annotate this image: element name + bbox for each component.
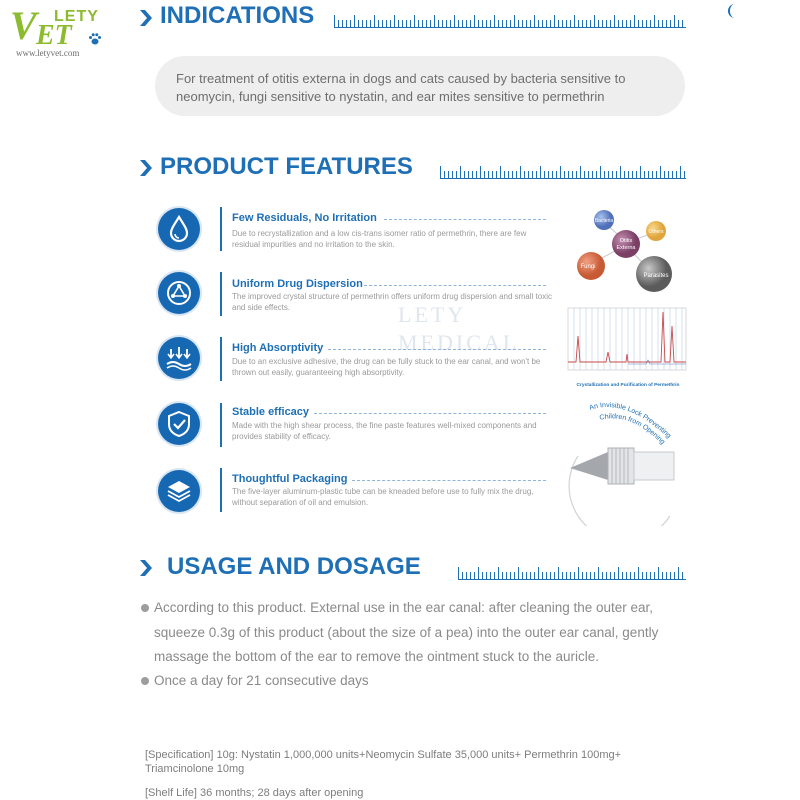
feature-description: The five-layer aluminum-plastic tube can be kneaded before use to fully mix the drug, without separation of oil and emulsion. <box>232 487 534 507</box>
title-ruler <box>458 566 686 580</box>
specification-line-1: [Specification] 10g: Nystatin 1,000,000 units+Neomycin Sulfate 35,000 units+ Permethrin 100mg+ <box>145 749 622 761</box>
feature-title: High Absorptivity <box>232 342 324 354</box>
feature-title: Thoughtful Packaging <box>232 473 348 485</box>
absorption-icon <box>158 337 200 379</box>
crystallization-chart <box>566 306 690 390</box>
title-ruler <box>334 14 686 28</box>
feature-divider <box>220 337 222 381</box>
feature-dash-line <box>384 219 546 220</box>
usage-title: USAGE AND DOSAGE <box>167 553 421 580</box>
feature-title: Stable efficacy <box>232 406 310 418</box>
section-arrow-icon <box>140 10 154 26</box>
lock-caption-line-2: Children from Opening <box>598 413 666 446</box>
dispersion-icon <box>158 272 200 314</box>
usage-frequency: Once a day for 21 consecutive days <box>154 673 369 688</box>
watermark-medical: MEDICAL <box>398 330 520 355</box>
bacteria-label: Bacteria <box>594 218 614 224</box>
feature-description: Made with the high shear process, the fine paste features well-mixed components and provides stability of efficacy. <box>232 421 537 441</box>
otitis-label: Otitis <box>619 238 633 244</box>
shelf-life: [Shelf Life] 36 months; 28 days after opening <box>145 787 364 799</box>
specification-line-2: Triamcinolone 10mg <box>145 763 245 775</box>
ruler-ticks <box>458 567 686 580</box>
feature-dash-line <box>352 480 546 481</box>
watermark-lety: LETY <box>398 302 467 327</box>
feature-divider <box>220 272 222 316</box>
logo-lety: LETY <box>54 8 99 25</box>
corner-mark <box>728 4 736 18</box>
shield-check-icon <box>158 403 200 445</box>
fungi-label: Fungi <box>580 264 596 270</box>
tube-nozzle-illustration <box>560 396 695 526</box>
features-title: PRODUCT FEATURES <box>160 153 413 180</box>
feature-dash-line <box>328 349 546 350</box>
feature-title: Uniform Drug Dispersion <box>232 278 363 290</box>
title-ruler <box>440 165 686 179</box>
feature-description: The improved crystal structure of permethrin offers uniform drug dispersion and small toxic and side effects. <box>232 292 552 312</box>
bullet-dot <box>141 677 149 685</box>
usage-line: squeeze 0.3g of this product (about the size of a pea) into the outer ear canal, gently <box>154 624 659 640</box>
feature-divider <box>220 468 222 512</box>
water-drop-icon <box>158 208 200 250</box>
externa-label: Externa <box>616 245 636 251</box>
ruler-ticks <box>334 15 686 28</box>
usage-line: massage the bottom of the ear to remove the ointment stuck to the auricle. <box>154 649 599 664</box>
feature-divider <box>220 403 222 447</box>
usage-instructions <box>154 596 658 670</box>
feature-title: Few Residuals, No Irritation <box>232 212 377 224</box>
feature-description: Due to recrystallization and a low cis-trans isomer ratio of permethrin, there are few residual impurities and no irritation to the skin. <box>232 229 527 249</box>
pathogen-bubble-diagram <box>566 206 686 298</box>
logo-url: www.letyvet.com <box>16 48 80 58</box>
indications-text: For treatment of otitis externa in dogs and cats caused by bacteria sensitive to neomycin, fungi sensitive to nystatin, and ear mites sensitive to permethrin <box>176 71 626 104</box>
brand-logo <box>10 3 105 58</box>
usage-line: According to this product. External use in the ear canal: after cleaning the outer ear, <box>154 600 654 615</box>
otitis-bubble <box>612 230 640 258</box>
logo-letter-v: V <box>10 3 37 48</box>
layers-icon <box>158 470 200 512</box>
feature-dash-line <box>364 285 546 286</box>
feature-dash-line <box>314 413 546 414</box>
paw-icon <box>88 32 102 46</box>
lock-caption-line-1: An Invisible Lock Preventing <box>588 402 673 440</box>
others-label: Others <box>648 229 664 235</box>
parasites-label: Parasites <box>643 273 669 279</box>
ruler-ticks <box>440 166 686 179</box>
chart-caption: Crystallization and Purification of Permethrin <box>576 383 680 388</box>
section-arrow-icon <box>140 560 154 576</box>
section-arrow-icon <box>140 160 154 176</box>
bullet-dot <box>141 604 149 612</box>
indications-title: INDICATIONS <box>160 2 315 29</box>
feature-description: Due to an exclusive adhesive, the drug can be fully stuck to the ear canal, and won't be thrown out easily, guaranteeing high absorptivity. <box>232 357 541 377</box>
logo-letters-et: ET <box>36 20 72 51</box>
feature-divider <box>220 207 222 251</box>
